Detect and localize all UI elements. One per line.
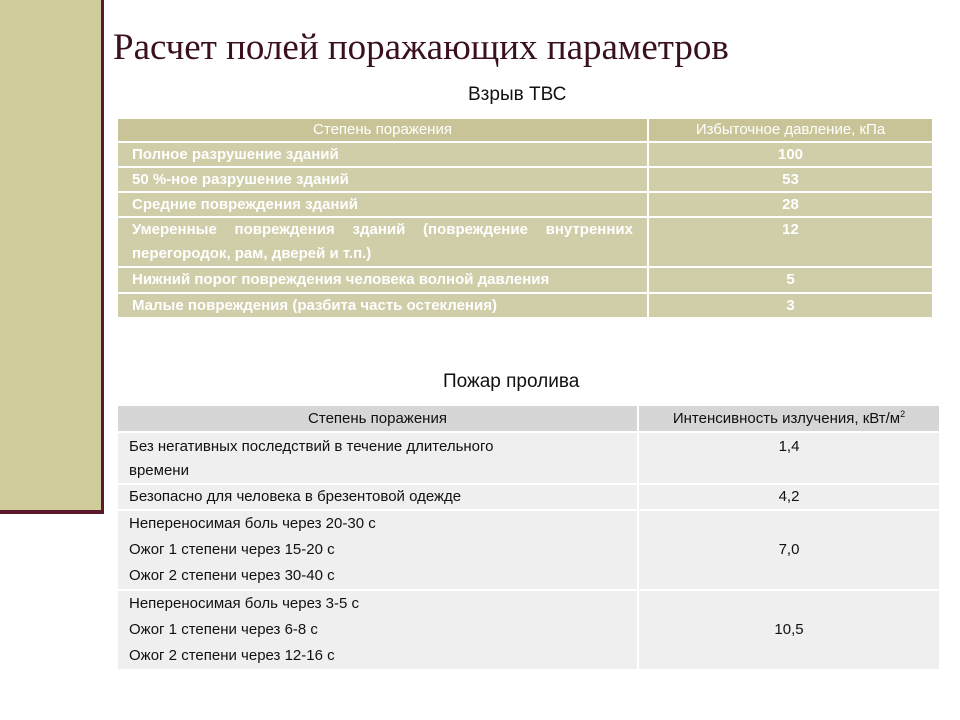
table-row — [118, 267, 933, 293]
table-row — [118, 217, 933, 267]
damage-label-line: Ожог 2 степени через 12-16 с — [129, 647, 335, 664]
damage-label-line: Непереносимая боль через 20-30 с — [129, 515, 376, 532]
table-row — [118, 293, 933, 318]
fire-col-intensity — [638, 406, 940, 432]
table-row — [118, 142, 933, 167]
fire-heading: Пожар пролива — [443, 371, 580, 392]
damage-label-line: времени — [129, 462, 189, 479]
damage-label — [118, 510, 638, 590]
intensity-value: 10,5 — [638, 590, 940, 670]
explosion-col-damage: Степень поражения — [118, 119, 648, 142]
pressure-value: 12 — [648, 217, 933, 267]
damage-label-line: Ожог 1 степени через 6-8 с — [129, 621, 318, 638]
intensity-value: 4,2 — [638, 484, 940, 510]
table-row — [118, 192, 933, 217]
table-row — [118, 510, 940, 590]
fire-col-intensity-text: Интенсивность излучения, кВт/м — [672, 410, 901, 427]
damage-label: Средние повреждения зданий — [118, 192, 648, 217]
pressure-value: 28 — [648, 192, 933, 217]
damage-label-line: Непереносимая боль через 3-5 с — [129, 595, 360, 612]
damage-label: Полное разрушение зданий — [118, 142, 648, 167]
damage-label: 50 %-ное разрушение зданий — [118, 167, 648, 192]
fire-table-header — [118, 406, 940, 432]
explosion-table-header — [118, 119, 933, 142]
damage-label-line: Безопасно для человека в брезентовой одежде — [129, 488, 462, 505]
damage-label-line: Ожог 2 степени через 30-40 с — [129, 567, 335, 584]
explosion-heading: Взрыв ТВС — [468, 84, 567, 105]
damage-label: Умеренные повреждения зданий (повреждение внутренних перегородок, рам, дверей и т.п.) — [118, 217, 648, 267]
unit-exponent: 2 — [900, 409, 906, 419]
explosion-table — [118, 119, 934, 319]
side-decor-line-horizontal — [0, 510, 104, 514]
damage-label-line: Без негативных последствий в течение длительного — [129, 438, 494, 455]
table-row — [118, 590, 940, 670]
explosion-col-pressure: Избыточное давление, кПа — [648, 119, 933, 142]
pressure-value: 5 — [648, 267, 933, 293]
damage-label — [118, 484, 638, 510]
side-decor-line-vertical — [101, 0, 104, 514]
intensity-value: 1,4 — [638, 432, 940, 484]
table-row — [118, 484, 940, 510]
pressure-value: 100 — [648, 142, 933, 167]
table-row — [118, 167, 933, 192]
intensity-value: 7,0 — [638, 510, 940, 590]
page-title: Расчет полей поражающих параметров — [113, 27, 729, 68]
side-decor-bar — [0, 0, 101, 510]
table-row — [118, 432, 940, 484]
damage-label — [118, 590, 638, 670]
damage-label — [118, 432, 638, 484]
damage-label: Малые повреждения (разбита часть остекления) — [118, 293, 648, 318]
fire-table — [118, 406, 941, 671]
pressure-value: 3 — [648, 293, 933, 318]
fire-col-damage: Степень поражения — [118, 406, 638, 432]
damage-label: Нижний порог повреждения человека волной давления — [118, 267, 648, 293]
pressure-value: 53 — [648, 167, 933, 192]
damage-label-line: Ожог 1 степени через 15-20 с — [129, 541, 335, 558]
